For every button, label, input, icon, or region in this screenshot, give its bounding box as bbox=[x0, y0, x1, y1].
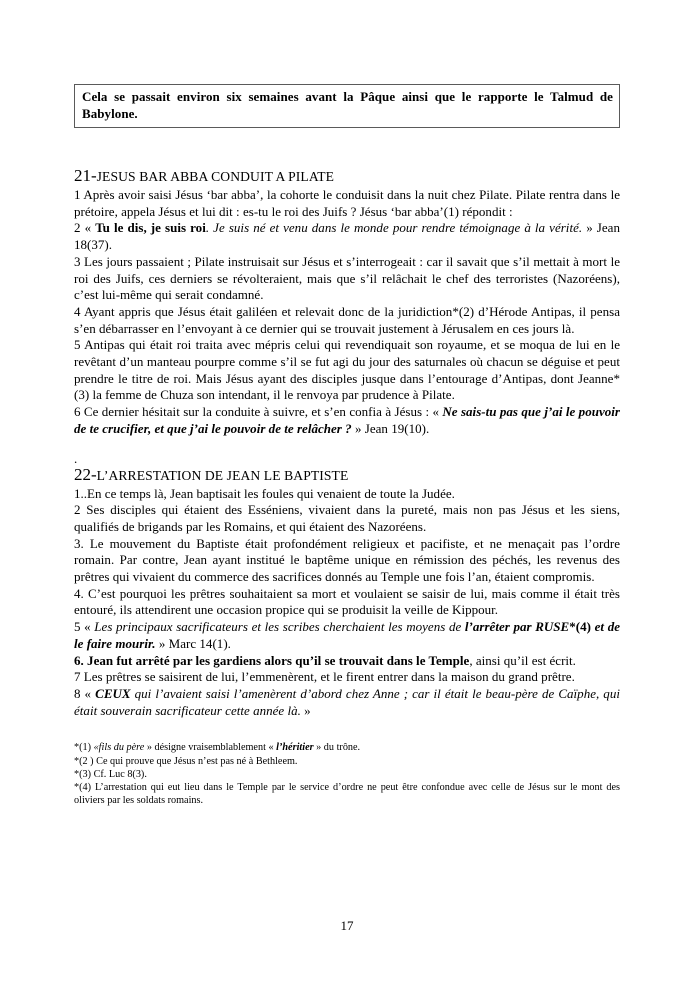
footnote-3-marker: *(3) bbox=[74, 768, 94, 780]
footnote-1-italic: «fils du père bbox=[93, 742, 145, 754]
footnote-1 bbox=[74, 741, 620, 754]
footnote-1-mid: » désigne vraisemblablement « bbox=[144, 742, 277, 754]
section-number-22: 22- bbox=[74, 464, 97, 484]
para-8-italic-quote: qui l’avaient saisi l’amenèrent d’abord chez Anne ; car il était le beau-père de Caïphe, qui était souverain sacrificateur cette année là. bbox=[74, 685, 620, 718]
section-21-paragraph-6 bbox=[74, 404, 620, 437]
para-6-lead: 6 Ce dernier hésitait sur la conduite à suivre, et s’en confia à Jésus : « bbox=[74, 404, 443, 420]
footnote-2-marker: *(2 ) bbox=[74, 755, 97, 767]
para-5-lead: 5 « bbox=[74, 619, 95, 635]
section-21-paragraph-4: 4 Ayant appris que Jésus était galiléen et relevait donc de la juridiction*(2) d’Hérode Antipas, il pensa s’en débarrasser en l’envoyant à ce dernier qui se trouvait justement à Jérusalem en ces jours là. bbox=[74, 303, 620, 336]
spacer bbox=[74, 128, 620, 166]
para-2-italic-quote: . Je suis né et venu dans le monde pour rendre témoignage à la vérité. bbox=[205, 220, 583, 236]
footnotes-block bbox=[74, 741, 620, 807]
page-content bbox=[74, 84, 620, 807]
para-6-reference: » Jean 19(10). bbox=[351, 420, 430, 436]
section-22-paragraph-7: 7 Les prêtres se saisirent de lui, l’emmenèrent, et le firent entrer dans la maison du grand prêtre. bbox=[74, 669, 575, 685]
para-5-footnote-marker: *(4) bbox=[569, 619, 592, 635]
para-5-reference: » Marc 14(1). bbox=[155, 635, 231, 651]
para-6-bold-statement: 6. Jean fut arrêté par les gardiens alors qu’il se trouvait dans le Temple bbox=[74, 652, 470, 668]
para-5-bold-italic-1: l’arrêter par RUSE bbox=[464, 619, 570, 635]
section-21-paragraph-2 bbox=[74, 220, 620, 253]
para-8-bold-italic-word: CEUX bbox=[95, 685, 131, 701]
section-22-paragraph-6 bbox=[74, 653, 620, 670]
para-2-reference: » Jean 18(37). bbox=[74, 220, 620, 253]
section-21-paragraph-3: 3 Les jours passaient ; Pilate instruisait sur Jésus et s’interrogeait : car il savait que s’il mettait à mort le roi des Juifs, ces derniers se révolteraient, mais que s’il relâchait le chef des terroristes (Nazoréens), c’est lui-même qui serait condamné. bbox=[74, 253, 620, 303]
footnote-4 bbox=[74, 781, 620, 807]
section-22-paragraph-4: 4. C’est pourquoi les prêtres souhaitaient sa mort et voulaient se saisir de lui, mais comme il était très entouré, ils attendirent une occasion propice qui se produisit la veille de Kippour. bbox=[74, 585, 620, 618]
para-8-close-quote: » bbox=[300, 702, 311, 718]
footnote-3 bbox=[74, 768, 620, 781]
section-heading-21 bbox=[74, 166, 620, 186]
section-22-paragraph-3: 3. Le mouvement du Baptiste était profondément religieux et pacifiste, et ne menaçait pas l’ordre romain. Par contre, Jean ayant institué le baptême unique en rémission des péchés, les revenus des prêtres qui vivaient du commerce des sacrifices donnés au Temple une fois l’an, étaient compromis. bbox=[74, 535, 620, 585]
para-5-bold-italic-2: et de le faire mourir. bbox=[74, 619, 620, 651]
stray-period: . bbox=[74, 450, 78, 466]
section-21-paragraph-5: 5 Antipas qui était roi traita avec mépris celui qui revendiquait son royaume, et se moqua de lui en le revêtant d’un manteau pourpre comme s’il se fut agi du jour des saturnales où chacun se déguise et peut prendre le titre de roi. Mais Jésus ayant des disciples jusque dans l’entourage d’Antipas, dont Jeanne*(3) la femme de Chuza son intendant, il le renvoya par prudence à Pilate. bbox=[74, 337, 620, 403]
section-number-21: 21- bbox=[74, 166, 97, 185]
footnote-1-tail: » du trône. bbox=[313, 742, 361, 754]
footnote-2 bbox=[74, 755, 620, 768]
footnote-1-marker: *(1) bbox=[74, 742, 94, 754]
para-8-lead: 8 « bbox=[74, 685, 96, 701]
para-5-italic-quote: Les principaux sacrificateurs et les scribes cherchaient les moyens de bbox=[94, 619, 465, 635]
section-22-paragraph-1: 1..En ce temps là, Jean baptisait les foules qui venaient de toute la Judée. bbox=[74, 485, 455, 501]
section-21-paragraph-1: 1 Après avoir saisi Jésus ‘bar abba’, la cohorte le conduisit dans la nuit chez Pilate. Pilate rentra dans le prétoire, appela Jésus et lui dit : es-tu le roi des Juifs ? Jésus ‘bar abba’(1) répondit : bbox=[74, 187, 620, 219]
spacer bbox=[74, 438, 620, 452]
page-number: 17 bbox=[340, 918, 354, 933]
para-6-bold-italic-quote: Ne sais-tu pas que j’ai le pouvoir de te crucifier, et que j’ai le pouvoir de te relâcher ? bbox=[74, 404, 620, 436]
para-6-tail: , ainsi qu’il est écrit. bbox=[469, 652, 576, 668]
footnote-4-marker: *(4) bbox=[74, 782, 95, 793]
footnote-3-text: Cf. Luc 8(3). bbox=[93, 768, 147, 780]
section-title-22: L’ARRESTATION DE JEAN LE BAPTISTE bbox=[96, 467, 349, 483]
section-22-paragraph-5 bbox=[74, 619, 620, 652]
section-heading-22 bbox=[74, 465, 620, 485]
section-22-paragraph-2: 2 Ses disciples qui étaient des Esséniens, vivaient dans la pureté, mais non pas Jésus et les siens, qualifiés de brigands par les Romains, et qui étaient des Nazoréens. bbox=[74, 502, 620, 534]
para-2-number: 2 « bbox=[74, 220, 96, 236]
para-2-bold-quote: Tu le dis, je suis roi bbox=[95, 220, 206, 236]
footnote-2-text: Ce qui prouve que Jésus n’est pas né à Bethleem. bbox=[96, 755, 298, 767]
header-callout-box bbox=[74, 84, 620, 128]
footnote-4-text: L’arrestation qui eut lieu dans le Temple par le service d’ordre ne peut être confondue avec celle de Jésus sur le mont des oliviers par les soldats romains. bbox=[74, 782, 621, 807]
section-title-21: JESUS BAR ABBA CONDUIT A PILATE bbox=[96, 169, 335, 184]
header-callout-text: Cela se passait environ six semaines avant la Pâque ainsi que le rapporte le Talmud de Babylone. bbox=[82, 89, 613, 121]
footnote-1-bold-italic: l’héritier bbox=[276, 742, 314, 754]
section-22-paragraph-8 bbox=[74, 686, 620, 719]
